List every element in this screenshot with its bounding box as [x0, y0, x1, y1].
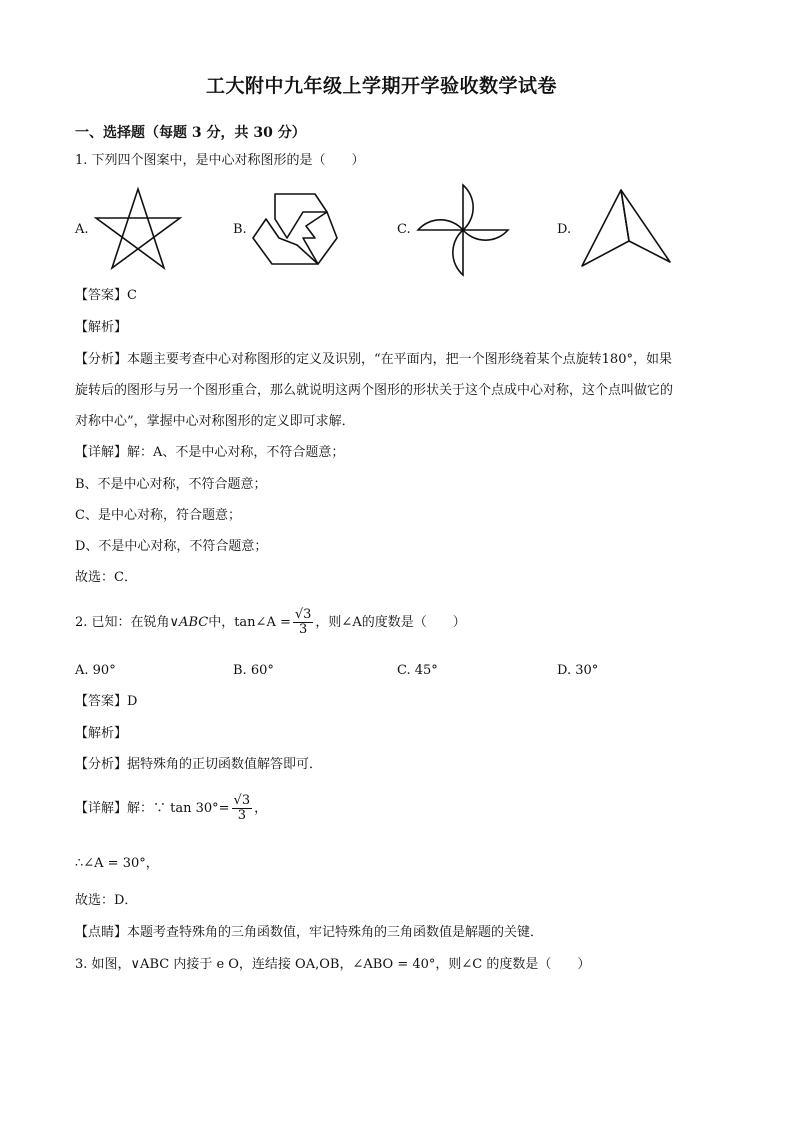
q2-detail-fraction-numerator: √3 — [233, 793, 251, 808]
q2-detail — [75, 793, 267, 825]
q2-point: 【点睛】本题考查特殊角的三角函数值，牢记特殊角的三角函数值是解题的关键． — [75, 925, 544, 940]
q2-detail-part-a: 【详解】解：∵ tan 30°= — [75, 801, 230, 816]
q1-option-b-label: B. — [233, 222, 247, 237]
q1-detail-line-2: B、不是中心对称，不符合题意； — [75, 477, 267, 492]
q1-detail-line-1: 【详解】解：A、不是中心对称，不符合题意； — [75, 445, 345, 460]
page-title: 工大附中九年级上学期开学验收数学试卷 — [206, 75, 558, 97]
pinwheel-figure — [416, 183, 510, 277]
q2-stem-part-c: 中，tan∠A = — [208, 615, 291, 630]
q2-jiexi: 【解析】 — [75, 726, 128, 741]
q2-stem-part-a: 2. 已知：在锐角 — [75, 615, 170, 630]
q2-fraction-denominator: 3 — [299, 622, 308, 637]
star-figure — [92, 186, 184, 272]
q2-analysis: 【分析】据特殊角的正切函数值解答即可． — [75, 757, 323, 772]
question-1-stem: 1. 下列四个图案中，是中心对称图形的是（ ） — [75, 153, 365, 168]
q1-answer: 【答案】C — [75, 288, 137, 303]
q2-detail-part-b: ， — [254, 801, 268, 816]
q1-detail-line-4: D、不是中心对称，不符合题意； — [75, 539, 268, 554]
q2-fraction — [293, 608, 314, 637]
q2-option-d: D. 30° — [557, 663, 599, 678]
q1-option-c-label: C. — [397, 222, 411, 237]
q2-stem-triangle: ∨ABC — [169, 615, 209, 630]
three-blade-figure — [578, 188, 674, 270]
q2-detail-fraction-denominator: 3 — [237, 808, 246, 823]
q1-detail-line-3: C、是中心对称，符合题意； — [75, 508, 241, 523]
q1-option-a-label: A. — [75, 222, 89, 237]
q2-detail-fraction — [232, 794, 253, 823]
q2-option-a: A. 90° — [75, 663, 116, 678]
q2-option-c: C. 45° — [397, 663, 438, 678]
q1-option-d-label: D. — [557, 222, 572, 237]
q1-jiexi: 【解析】 — [75, 320, 128, 335]
q2-therefore: ∴∠A = 30°， — [75, 856, 159, 871]
q2-choose: 故选：D． — [75, 893, 138, 908]
q2-stem-part-d: ，则∠A的度数是（ ） — [315, 615, 466, 630]
q2-option-b: B. 60° — [233, 663, 274, 678]
q2-answer: 【答案】D — [75, 694, 138, 709]
q1-choose: 故选：C． — [75, 570, 137, 585]
q1-analysis-line-1: 【分析】本题主要考查中心对称图形的定义及识别，“在平面内，把一个图形绕着某个点旋转180°，如果 — [75, 352, 672, 367]
section-heading: 一、选择题（每题 3 分，共 30 分） — [75, 125, 306, 141]
q1-analysis-line-2: 旋转后的图形与另一个图形重合，那么就说明这两个图形的形状关于这个点成中心对称，这个点叫做它的 — [75, 383, 674, 398]
question-2-stem — [75, 607, 466, 639]
q2-fraction-numerator: √3 — [294, 607, 312, 622]
q1-analysis-line-3: 对称中心”，掌握中心对称图形的定义即可求解． — [75, 414, 355, 429]
triangle-knot-figure — [252, 193, 338, 265]
question-3-stem: 3. 如图，∨ABC 内接于 e O，连结接 OA,OB，∠ABO = 40°，则∠C 的度数是（ ） — [75, 957, 591, 972]
